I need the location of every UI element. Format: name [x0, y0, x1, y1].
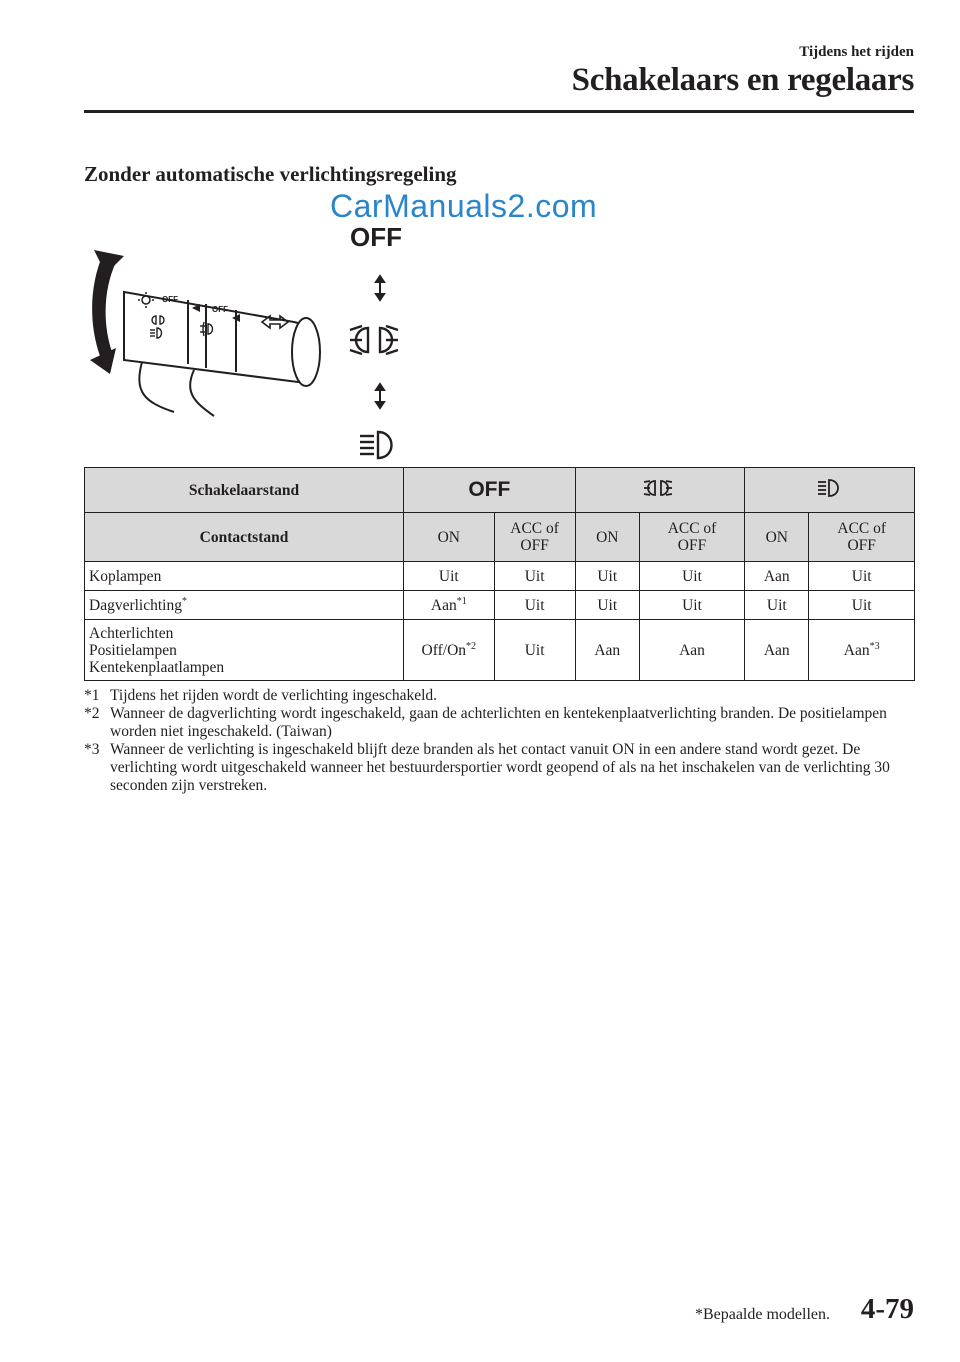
section-title: Zonder automatische verlichtingsregeling [84, 162, 457, 186]
table-cell [404, 591, 495, 620]
position-parking-cell [575, 468, 745, 513]
row-label [85, 591, 404, 620]
switch-position-header: Schakelaarstand [85, 468, 404, 513]
header-divider [84, 110, 914, 113]
cell-text: Aan [763, 567, 790, 585]
footnote-marker: * [181, 595, 187, 607]
cell-text: Aan [679, 641, 705, 659]
watermark: CarManuals2.com [330, 188, 598, 224]
cell-text: Uit [438, 567, 459, 585]
cell-text: Uit [682, 596, 702, 614]
chapter-title: Schakelaars en regelaars [571, 62, 914, 98]
footnote [84, 687, 924, 705]
footnote [84, 741, 924, 795]
off-position-label: OFF [350, 222, 402, 252]
cell-text: Uit [597, 567, 618, 585]
contact-state-text: OFF [520, 537, 549, 554]
table-cell [745, 562, 809, 591]
row-label-text: Dagverlichting [89, 596, 182, 614]
table-cell [809, 591, 915, 620]
table-cell [745, 591, 809, 620]
headlight-icon [360, 432, 392, 458]
table-cell [494, 620, 575, 681]
page-number: 4-79 [860, 1293, 914, 1325]
contact-state-text: ON [765, 528, 788, 546]
contact-state-cell [809, 513, 915, 562]
table-cell [639, 620, 744, 681]
cell-text: Aan [763, 641, 790, 659]
cell-text: Aan [594, 641, 621, 659]
stalk-off-label: OFF [162, 295, 178, 304]
table-cell [575, 620, 639, 681]
table-cell [404, 620, 495, 681]
table-row [85, 620, 915, 681]
chapter-subtitle: Tijdens het rijden [799, 44, 914, 60]
contact-state-text: ACC of [837, 520, 887, 537]
table-header-row [85, 468, 915, 513]
parking-light-icon [643, 479, 677, 497]
table-cell [575, 562, 639, 591]
cell-text: Uit [597, 596, 618, 614]
double-arrow-icon [376, 276, 384, 300]
cell-text: Uit [851, 596, 872, 614]
position-headlight-cell [745, 468, 915, 513]
contact-state-text: OFF [677, 537, 707, 554]
rotation-arrow-icon [90, 250, 124, 374]
cell-text: Aan [843, 641, 870, 659]
switch-position-table [84, 467, 915, 681]
cell-text: Uit [524, 567, 545, 585]
position-off-label: OFF [468, 477, 511, 501]
contact-state-cell [575, 513, 639, 562]
footnote-mark: *1 [84, 687, 100, 704]
parking-light-icon [350, 326, 398, 354]
contact-state-cell [494, 513, 575, 562]
position-off-cell [404, 468, 576, 513]
contact-position-header: Contactstand [85, 513, 404, 562]
contact-state-text: ON [596, 528, 619, 546]
table-row [85, 562, 915, 591]
table-row [85, 591, 915, 620]
contact-state-text: ON [437, 528, 460, 546]
models-footnote: *Bepaalde modellen. [694, 1306, 830, 1323]
footnotes [84, 687, 924, 795]
cell-text: Off/On [421, 641, 467, 659]
footnote-text: Wanneer de verlichting is ingeschakeld blijft deze branden als het contact vanuit ON in een andere stand wordt gezet. De verlichting wordt uitgeschakeld wanneer het bestuurdersportier wordt geopend of als na het inschakelen van de verlichting 30 seconden zijn verstreken. [110, 741, 890, 794]
table-cell [494, 562, 575, 591]
cell-text: Aan [430, 596, 457, 614]
double-arrow-icon [376, 384, 384, 408]
row-label-text: Positielampen [89, 641, 177, 659]
table-cell [404, 562, 495, 591]
table-cell [809, 562, 915, 591]
table-cell [494, 591, 575, 620]
footnote-marker: *2 [466, 640, 477, 652]
contact-state-text: OFF [847, 537, 876, 554]
cell-text: Uit [766, 596, 787, 614]
row-label [85, 562, 404, 591]
table-cell [809, 620, 915, 681]
footnote-marker: *3 [869, 640, 880, 652]
table-cell [745, 620, 809, 681]
contact-state-cell [639, 513, 744, 562]
table-cell [639, 591, 744, 620]
row-label [85, 620, 404, 681]
row-label-text: Achterlichten [89, 624, 174, 642]
footnote-mark: *3 [84, 741, 100, 758]
cell-text: Uit [524, 596, 545, 614]
footnote-text: Tijdens het rijden wordt de verlichting ingeschakeld. [110, 687, 438, 704]
cell-text: Uit [682, 567, 702, 585]
stalk-off-label: OFF [212, 305, 228, 314]
contact-state-text: ACC of [667, 520, 717, 537]
footnote [84, 705, 924, 741]
contact-state-cell [745, 513, 809, 562]
contact-position-row [85, 513, 915, 562]
table-cell [575, 591, 639, 620]
light-switch-illustration [84, 222, 444, 468]
footnote-mark: *2 [84, 705, 100, 722]
contact-state-cell [404, 513, 495, 562]
contact-state-text: ACC of [510, 520, 559, 537]
row-label-text: Koplampen [89, 567, 162, 585]
table-cell [639, 562, 744, 591]
footnote-text: Wanneer de dagverlichting wordt ingeschakeld, gaan de achterlichten en kentekenplaatverlichting branden. De positielampen worden niet ingeschakeld. (Taiwan) [110, 705, 887, 740]
footnote-marker: *1 [456, 595, 467, 607]
cell-text: Uit [851, 567, 872, 585]
cell-text: Uit [524, 641, 545, 659]
row-label-text: Kentekenplaatlampen [89, 658, 225, 676]
headlight-icon [817, 479, 843, 497]
